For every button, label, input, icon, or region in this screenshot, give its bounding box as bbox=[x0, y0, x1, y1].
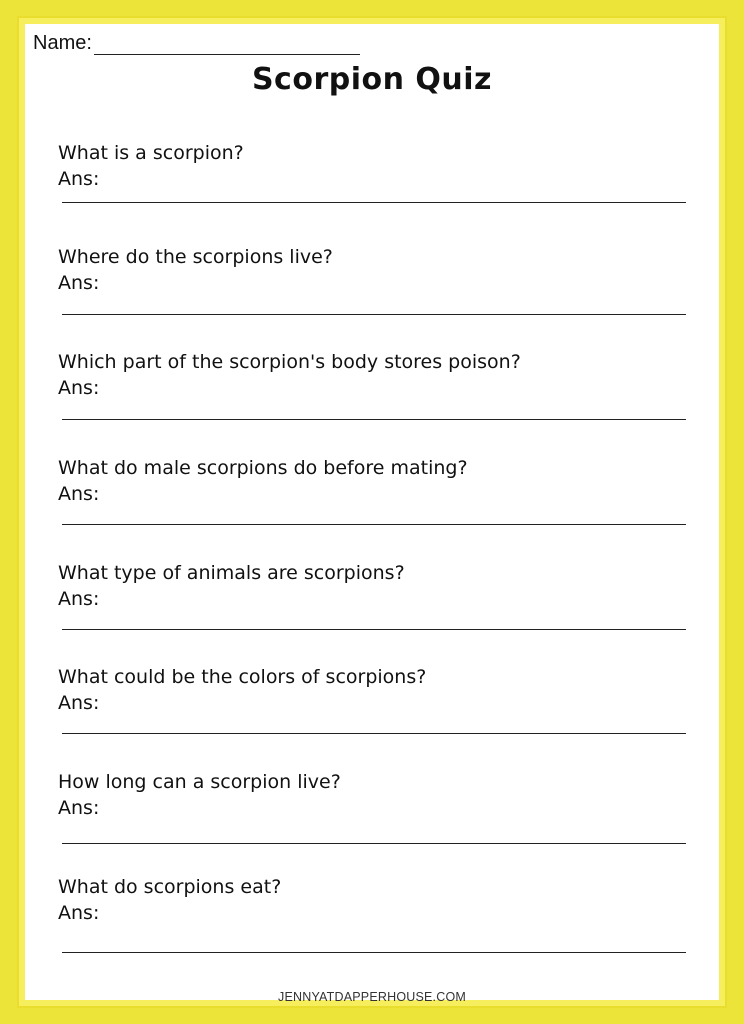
question-5 bbox=[58, 560, 688, 612]
question-1 bbox=[58, 140, 688, 192]
question-list bbox=[25, 24, 719, 1000]
answer-line[interactable] bbox=[62, 952, 686, 953]
worksheet-page bbox=[19, 18, 725, 1006]
answer-line[interactable] bbox=[62, 524, 686, 525]
answer-line[interactable] bbox=[62, 843, 686, 844]
question-text: What do male scorpions do before mating? bbox=[58, 457, 468, 479]
answer-label: Ans: bbox=[58, 588, 100, 610]
question-3 bbox=[58, 349, 688, 401]
question-text: What do scorpions eat? bbox=[58, 876, 282, 898]
question-2 bbox=[58, 244, 688, 296]
footer-website: JENNYATDAPPERHOUSE.COM bbox=[278, 990, 466, 1004]
answer-line[interactable] bbox=[62, 202, 686, 203]
question-7 bbox=[58, 769, 688, 821]
answer-label: Ans: bbox=[58, 272, 100, 294]
question-6 bbox=[58, 664, 688, 716]
answer-line[interactable] bbox=[62, 733, 686, 734]
answer-label: Ans: bbox=[58, 902, 100, 924]
answer-line[interactable] bbox=[62, 314, 686, 315]
question-text: Where do the scorpions live? bbox=[58, 246, 333, 268]
answer-label: Ans: bbox=[58, 797, 100, 819]
answer-label: Ans: bbox=[58, 168, 100, 190]
answer-line[interactable] bbox=[62, 419, 686, 420]
question-text: What type of animals are scorpions? bbox=[58, 562, 405, 584]
question-4 bbox=[58, 455, 688, 507]
answer-label: Ans: bbox=[58, 377, 100, 399]
answer-label: Ans: bbox=[58, 692, 100, 714]
answer-label: Ans: bbox=[58, 483, 100, 505]
page-title: Scorpion Quiz bbox=[251, 62, 493, 97]
question-8 bbox=[58, 874, 688, 926]
answer-line[interactable] bbox=[62, 629, 686, 630]
question-text: What could be the colors of scorpions? bbox=[58, 666, 427, 688]
question-text: Which part of the scorpion's body stores poison? bbox=[58, 351, 521, 373]
question-text: How long can a scorpion live? bbox=[58, 771, 341, 793]
question-text: What is a scorpion? bbox=[58, 142, 244, 164]
name-label: Name: bbox=[33, 32, 92, 54]
